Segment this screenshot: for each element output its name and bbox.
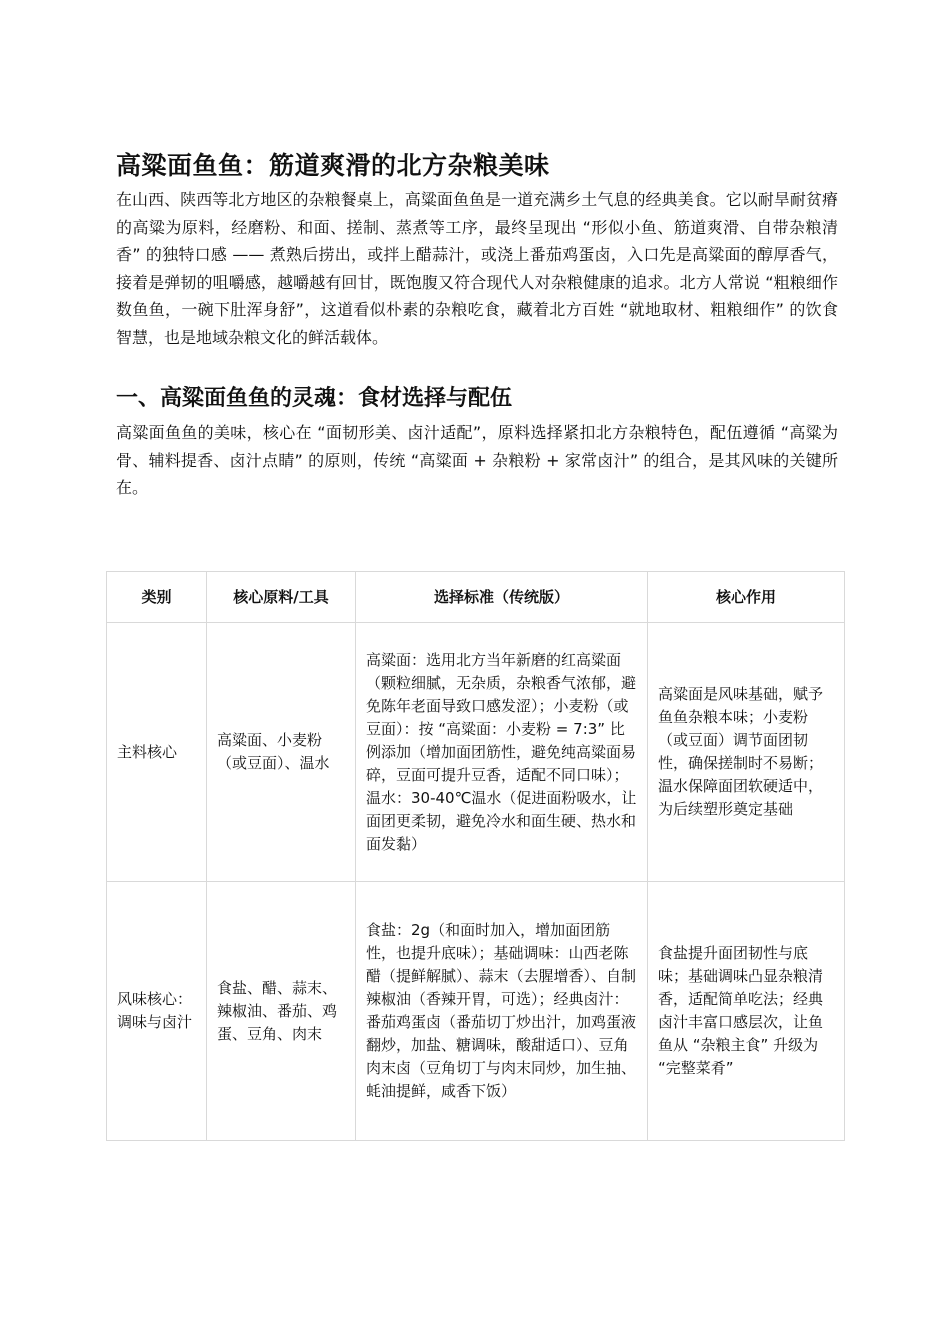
table-header-row [107, 572, 845, 623]
header-materials: 核心原料/工具 [207, 572, 356, 623]
cell-category: 主料核心 [107, 623, 207, 882]
table-row [107, 882, 845, 1141]
cell-effect: 食盐提升面团韧性与底味；基础调味凸显杂粮清香，适配简单吃法；经典卤汁丰富口感层次，让鱼鱼从 “杂粮主食” 升级为 “完整菜肴” [648, 882, 845, 1141]
section-heading: 一、高粱面鱼鱼的灵魂：食材选择与配伍 [116, 386, 513, 411]
cell-standard: 高粱面：选用北方当年新磨的红高粱面（颗粒细腻，无杂质，杂粮香气浓郁，避免陈年老面导致口感发涩）；小麦粉（或豆面）：按 “高粱面：小麦粉 = 7:3” 比例添加（增加面团筋性，避免纯高粱面易碎，豆面可提升豆香，适配不同口味）；温水：30-40℃温水（促进面粉吸水，让面团更柔韧，避免冷水和面生硬、热水和面发黏） [356, 623, 648, 882]
cell-materials: 高粱面、小麦粉（或豆面）、温水 [207, 623, 356, 882]
document-body [116, 146, 838, 502]
cell-standard: 食盐：2g（和面时加入，增加面团筋性，也提升底味）；基础调味：山西老陈醋（提鲜解腻）、蒜末（去腥增香）、自制辣椒油（香辣开胃，可选）；经典卤汁：番茄鸡蛋卤（番茄切丁炒出汁，加鸡蛋液翻炒，加盐、糖调味，酸甜适口）、豆角肉末卤（豆角切丁与肉末同炒，加生抽、蚝油提鲜，咸香下饭） [356, 882, 648, 1141]
page-title: 高粱面鱼鱼：筋道爽滑的北方杂粮美味 [116, 151, 550, 180]
header-effect: 核心作用 [648, 572, 845, 623]
cell-materials: 食盐、醋、蒜末、辣椒油、番茄、鸡蛋、豆角、肉末 [207, 882, 356, 1141]
section-paragraph: 高粱面鱼鱼的美味，核心在 “面韧形美、卤汁适配”，原料选择紧扣北方杂粮特色，配伍遵循 “高粱为骨、辅料提香、卤汁点睛” 的原则，传统 “高粱面 + 杂粮粉 + 家常卤汁” 的组合，是其风味的关键所在。 [116, 423, 838, 497]
intro-paragraph: 在山西、陕西等北方地区的杂粮餐桌上，高粱面鱼鱼是一道充满乡土气息的经典美食。它以耐旱耐贫瘠的高粱为原料，经磨粉、和面、搓制、蒸煮等工序，最终呈现出 “形似小鱼、筋道爽滑、自带杂粮清香” 的独特口感 —— 煮熟后捞出，或拌上醋蒜汁，或浇上番茄鸡蛋卤，入口先是高粱面的醇厚香气，接着是弹韧的咀嚼感，越嚼越有回甘，既饱腹又符合现代人对杂粮健康的追求。北方人常说 “粗粮细作数鱼鱼，一碗下肚浑身舒”，这道看似朴素的杂粮吃食，藏着北方百姓 “就地取材、粗粮细作” 的饮食智慧，也是地域杂粮文化的鲜活载体。 [116, 190, 838, 347]
cell-category: 风味核心：调味与卤汁 [107, 882, 207, 1141]
table-row [107, 623, 845, 882]
header-category: 类别 [107, 572, 207, 623]
ingredients-table [106, 571, 845, 1141]
cell-effect: 高粱面是风味基础，赋予鱼鱼杂粮本味；小麦粉（或豆面）调节面团韧性，确保搓制时不易断；温水保障面团软硬适中，为后续塑形奠定基础 [648, 623, 845, 882]
header-standard: 选择标准（传统版） [356, 572, 648, 623]
